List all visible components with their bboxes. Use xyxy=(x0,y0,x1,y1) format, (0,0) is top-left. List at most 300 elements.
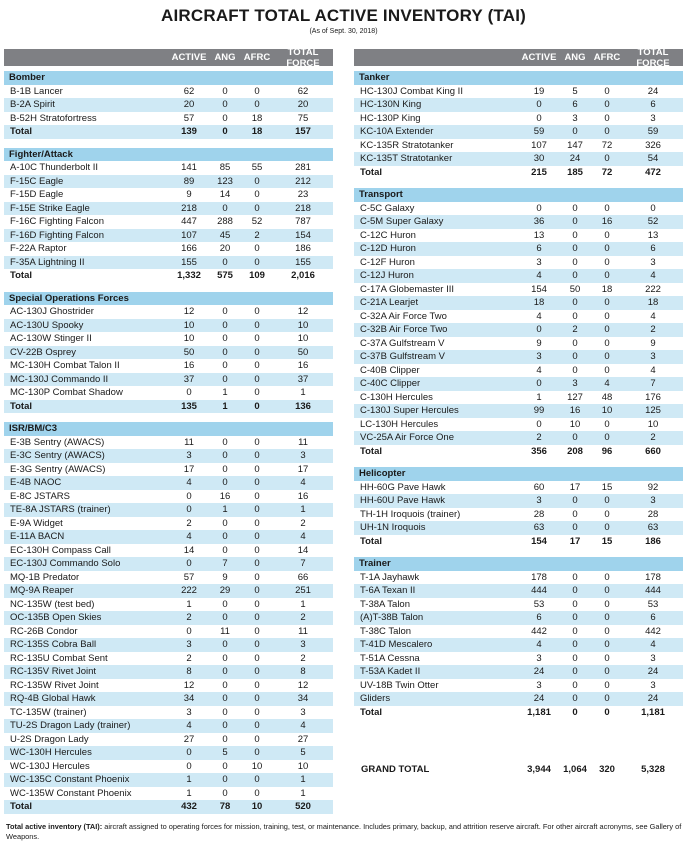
total-force-value: 12 xyxy=(297,306,309,318)
aircraft-name: EC-130J Commando Solo xyxy=(10,558,121,570)
active-value: 3 xyxy=(186,706,192,718)
table-row xyxy=(354,229,683,243)
table-row xyxy=(4,319,333,333)
aircraft-name: E-9A Widget xyxy=(10,517,63,529)
ang-value: 0 xyxy=(222,679,228,691)
aircraft-name: WC-130H Hercules xyxy=(10,747,92,759)
active-value: 447 xyxy=(181,216,197,228)
afrc-value: 0 xyxy=(604,243,610,255)
total-force-value: 251 xyxy=(295,585,311,597)
total-force-value: 3 xyxy=(650,351,656,363)
active-value: 3 xyxy=(536,679,542,691)
afrc-value: 0 xyxy=(254,693,260,705)
total-force-value: 7 xyxy=(650,378,656,390)
active-value: 63 xyxy=(533,522,545,534)
aircraft-name: E-4B NAOC xyxy=(10,477,62,489)
active-value: 3 xyxy=(536,495,542,507)
active-value: 59 xyxy=(533,126,545,138)
active-value: 8 xyxy=(186,666,192,678)
active-value: 4 xyxy=(186,531,192,543)
aircraft-name: T-1A Jayhawk xyxy=(360,571,420,583)
ang-value: 0 xyxy=(222,306,228,318)
total-force-value: 2 xyxy=(300,517,306,529)
aircraft-name: F-16C Fighting Falcon xyxy=(10,216,104,228)
total-force-value: 23 xyxy=(297,189,309,201)
ang-value: 85 xyxy=(219,162,231,174)
afrc-value: 0 xyxy=(254,571,260,583)
total-force-value: 4 xyxy=(650,364,656,376)
ang-value: 288 xyxy=(217,216,233,228)
aircraft-name: (A)T-38B Talon xyxy=(360,612,424,624)
table-row xyxy=(4,625,333,639)
table-row xyxy=(354,364,683,378)
table-row xyxy=(4,746,333,760)
active-value: 0 xyxy=(536,202,542,214)
table-row xyxy=(4,175,333,189)
aircraft-name: TH-1H Iroquois (trainer) xyxy=(360,508,461,520)
grand-total-row xyxy=(361,761,683,777)
aircraft-name: C-37B Gulfstream V xyxy=(360,351,445,363)
active-value: 0 xyxy=(186,558,192,570)
table-row xyxy=(354,652,683,666)
total-force-value: 3 xyxy=(650,495,656,507)
aircraft-name: NC-135W (test bed) xyxy=(10,598,95,610)
aircraft-name: T-38A Talon xyxy=(360,598,411,610)
section-title: Transport xyxy=(354,188,683,202)
aircraft-name: T-53A Kadet II xyxy=(360,666,421,678)
ang-value: 0 xyxy=(572,351,578,363)
ang-value: 1 xyxy=(222,387,228,399)
afrc-value: 0 xyxy=(254,598,260,610)
afrc-value: 0 xyxy=(254,256,260,268)
afrc-value: 0 xyxy=(604,432,610,444)
section-title: Helicopter xyxy=(354,467,683,481)
total-force-value: 1 xyxy=(300,787,306,799)
afrc-value: 18 xyxy=(251,112,263,124)
afrc-value: 0 xyxy=(254,706,260,718)
total-force-value: 4 xyxy=(300,531,306,543)
afrc-value: 0 xyxy=(604,297,610,309)
total-force-value: 212 xyxy=(295,175,311,187)
aircraft-name: AC-130W Stinger II xyxy=(10,333,92,345)
total-force-value: 3 xyxy=(650,679,656,691)
table-row xyxy=(354,481,683,495)
table-row xyxy=(4,490,333,504)
afrc-value: 0 xyxy=(604,256,610,268)
afrc-value: 16 xyxy=(601,216,613,228)
ang-value: 10 xyxy=(569,418,581,430)
active-value: 0 xyxy=(536,324,542,336)
afrc-value: 0 xyxy=(254,477,260,489)
total-force-value: 1 xyxy=(300,504,306,516)
page-subtitle: (As of Sept. 30, 2018) xyxy=(309,28,378,35)
active-value: 0 xyxy=(536,99,542,111)
total-active: 135 xyxy=(181,400,197,412)
aircraft-name: OC-135B Open Skies xyxy=(10,612,102,624)
table-row xyxy=(4,679,333,693)
total-force-value: 3 xyxy=(650,652,656,664)
table-row xyxy=(4,463,333,477)
ang-value: 0 xyxy=(222,112,228,124)
total-force-value: 787 xyxy=(295,216,311,228)
ang-value: 0 xyxy=(572,508,578,520)
total-force-value: 222 xyxy=(645,283,661,295)
section-special-operations-forces xyxy=(4,292,333,414)
active-value: 218 xyxy=(181,202,197,214)
total-force-value: 155 xyxy=(295,256,311,268)
table-row xyxy=(4,530,333,544)
active-value: 0 xyxy=(536,418,542,430)
total-ang: 0 xyxy=(222,126,228,138)
header-total-force: TOTAL FORCE xyxy=(286,46,320,69)
table-row xyxy=(4,359,333,373)
section-transport xyxy=(354,188,683,458)
total-ang: 208 xyxy=(567,445,583,457)
section-title: ISR/BM/C3 xyxy=(4,422,333,436)
active-value: 4 xyxy=(536,639,542,651)
table-row xyxy=(354,256,683,270)
table-row xyxy=(4,112,333,126)
active-value: 178 xyxy=(531,571,547,583)
total-force: 2,016 xyxy=(291,270,315,282)
total-label: Total xyxy=(360,166,382,178)
page-title: AIRCRAFT TOTAL ACTIVE INVENTORY (TAI) xyxy=(160,6,527,25)
afrc-value: 0 xyxy=(604,337,610,349)
aircraft-name: C-21A Learjet xyxy=(360,297,419,309)
ang-value: 0 xyxy=(572,337,578,349)
active-value: 3 xyxy=(536,256,542,268)
table-row xyxy=(4,449,333,463)
ang-value: 16 xyxy=(219,490,231,502)
table-row xyxy=(354,521,683,535)
ang-value: 0 xyxy=(572,585,578,597)
ang-value: 0 xyxy=(222,256,228,268)
table-row xyxy=(354,152,683,166)
table-row xyxy=(4,787,333,801)
active-value: 4 xyxy=(186,477,192,489)
aircraft-name: UH-1N Iroquois xyxy=(360,522,426,534)
total-row xyxy=(4,800,333,814)
section-isr-bm-c3 xyxy=(4,422,333,814)
ang-value: 0 xyxy=(572,126,578,138)
total-force-value: 4 xyxy=(300,477,306,489)
table-row xyxy=(354,404,683,418)
ang-value: 0 xyxy=(572,243,578,255)
footnote xyxy=(6,822,682,841)
aircraft-name: B-2A Spirit xyxy=(10,99,55,111)
aircraft-name: B-1B Lancer xyxy=(10,85,63,97)
aircraft-name: Gliders xyxy=(360,693,391,705)
total-force-value: 24 xyxy=(647,666,659,678)
section-trainer xyxy=(354,557,683,719)
ang-value: 0 xyxy=(222,85,228,97)
table-row xyxy=(354,638,683,652)
ang-value: 127 xyxy=(567,391,583,403)
afrc-value: 0 xyxy=(604,612,610,624)
aircraft-name: AC-130U Spooky xyxy=(10,319,84,331)
ang-value: 0 xyxy=(572,571,578,583)
aircraft-name: AC-130J Ghostrider xyxy=(10,306,94,318)
active-value: 11 xyxy=(184,436,194,448)
aircraft-name: HH-60G Pave Hawk xyxy=(360,481,446,493)
header-ang: ANG xyxy=(564,52,586,63)
total-label: Total xyxy=(360,535,382,547)
afrc-value: 0 xyxy=(254,720,260,732)
afrc-value: 0 xyxy=(254,463,260,475)
total-force-value: 9 xyxy=(650,337,656,349)
table-row xyxy=(354,337,683,351)
total-force-value: 4 xyxy=(650,270,656,282)
total-force-value: 10 xyxy=(297,760,309,772)
ang-value: 6 xyxy=(572,99,578,111)
aircraft-name: HC-130P King xyxy=(360,112,421,124)
ang-value: 16 xyxy=(569,405,581,417)
total-force-value: 8 xyxy=(300,666,306,678)
afrc-value: 0 xyxy=(604,126,610,138)
aircraft-name: F-16D Fighting Falcon xyxy=(10,229,104,241)
afrc-value: 4 xyxy=(604,378,610,390)
active-value: 141 xyxy=(181,162,197,174)
table-row xyxy=(354,571,683,585)
aircraft-name: HH-60U Pave Hawk xyxy=(360,495,445,507)
ang-value: 0 xyxy=(572,679,578,691)
active-value: 50 xyxy=(183,346,195,358)
afrc-value: 18 xyxy=(601,283,613,295)
afrc-value: 0 xyxy=(254,346,260,358)
aircraft-name: C-17A Globemaster III xyxy=(360,283,454,295)
left-table-body xyxy=(4,71,333,814)
afrc-value: 0 xyxy=(604,652,610,664)
afrc-value: 0 xyxy=(254,652,260,664)
aircraft-name: C-12C Huron xyxy=(360,229,416,241)
ang-value: 0 xyxy=(222,612,228,624)
afrc-value: 0 xyxy=(604,310,610,322)
footnote-term: Total active inventory (TAI): xyxy=(6,822,103,831)
afrc-value: 0 xyxy=(604,364,610,376)
table-row xyxy=(4,202,333,216)
active-value: 57 xyxy=(183,112,195,124)
afrc-value: 0 xyxy=(254,504,260,516)
total-force-value: 3 xyxy=(650,256,656,268)
afrc-value: 0 xyxy=(254,544,260,556)
table-row xyxy=(4,517,333,531)
total-ang: 17 xyxy=(569,535,581,547)
active-value: 36 xyxy=(533,216,545,228)
total-force-value: 218 xyxy=(295,202,311,214)
ang-value: 0 xyxy=(222,639,228,651)
active-value: 444 xyxy=(531,585,547,597)
table-row xyxy=(354,310,683,324)
aircraft-name: WC-135C Constant Phoenix xyxy=(10,774,130,786)
total-force-value: 3 xyxy=(300,639,306,651)
ang-value: 0 xyxy=(222,760,228,772)
total-force: 136 xyxy=(295,400,311,412)
table-row xyxy=(4,476,333,490)
aircraft-name: B-52H Stratofortress xyxy=(10,112,97,124)
aircraft-name: A-10C Thunderbolt II xyxy=(10,162,99,174)
ang-value: 29 xyxy=(219,585,231,597)
total-active: 1,332 xyxy=(177,270,201,282)
active-value: 0 xyxy=(186,490,192,502)
ang-value: 17 xyxy=(569,481,581,493)
ang-value: 0 xyxy=(572,270,578,282)
total-force-value: 59 xyxy=(647,126,659,138)
active-value: 1 xyxy=(186,787,192,799)
aircraft-name: F-15E Strike Eagle xyxy=(10,202,90,214)
total-force-value: 37 xyxy=(297,373,309,385)
aircraft-name: C-40C Clipper xyxy=(360,378,421,390)
active-value: 0 xyxy=(186,747,192,759)
section-helicopter xyxy=(354,467,683,548)
afrc-value: 0 xyxy=(254,733,260,745)
active-value: 10 xyxy=(183,319,195,331)
total-label: Total xyxy=(10,270,32,282)
table-row xyxy=(4,557,333,571)
active-value: 0 xyxy=(536,112,542,124)
total-row xyxy=(4,400,333,414)
table-row xyxy=(354,598,683,612)
ang-value: 2 xyxy=(572,324,578,336)
header-ang: ANG xyxy=(214,52,236,63)
total-active: 356 xyxy=(531,445,547,457)
total-row xyxy=(4,269,333,283)
afrc-value: 0 xyxy=(254,625,260,637)
total-force-value: 24 xyxy=(647,693,659,705)
section-fighter-attack xyxy=(4,148,333,283)
ang-value: 0 xyxy=(222,517,228,529)
table-row xyxy=(4,598,333,612)
ang-value: 0 xyxy=(222,333,228,345)
ang-value: 5 xyxy=(572,85,578,97)
total-force: 520 xyxy=(295,801,311,813)
ang-value: 0 xyxy=(222,598,228,610)
afrc-value: 0 xyxy=(254,175,260,187)
aircraft-name: T-41D Mescalero xyxy=(360,639,433,651)
total-force-value: 10 xyxy=(297,333,309,345)
afrc-value: 0 xyxy=(604,598,610,610)
total-force-value: 12 xyxy=(297,679,309,691)
aircraft-name: C-12J Huron xyxy=(360,270,414,282)
table-row xyxy=(4,188,333,202)
afrc-value: 0 xyxy=(254,679,260,691)
aircraft-name: MC-130P Combat Shadow xyxy=(10,387,123,399)
total-force-value: 75 xyxy=(297,112,309,124)
afrc-value: 0 xyxy=(604,112,610,124)
total-force-value: 444 xyxy=(645,585,661,597)
active-value: 166 xyxy=(181,243,197,255)
aircraft-name: E-3C Sentry (AWACS) xyxy=(10,450,105,462)
table-row xyxy=(4,229,333,243)
table-row xyxy=(354,418,683,432)
afrc-value: 2 xyxy=(254,229,260,241)
ang-value: 123 xyxy=(217,175,233,187)
afrc-value: 0 xyxy=(604,666,610,678)
ang-value: 0 xyxy=(572,364,578,376)
table-row xyxy=(4,436,333,450)
aircraft-name: TU-2S Dragon Lady (trainer) xyxy=(10,720,131,732)
table-row xyxy=(354,508,683,522)
table-row xyxy=(4,98,333,112)
afrc-value: 0 xyxy=(254,774,260,786)
aircraft-name: C-32B Air Force Two xyxy=(360,324,448,336)
total-force-value: 1 xyxy=(300,774,306,786)
aircraft-name: RC-135W Rivet Joint xyxy=(10,679,99,691)
afrc-value: 0 xyxy=(254,531,260,543)
aircraft-name: U-2S Dragon Lady xyxy=(10,733,89,745)
aircraft-name: KC-135R Stratotanker xyxy=(360,139,454,151)
afrc-value: 0 xyxy=(254,333,260,345)
afrc-value: 0 xyxy=(254,787,260,799)
afrc-value: 0 xyxy=(254,243,260,255)
ang-value: 7 xyxy=(222,558,228,570)
active-value: 222 xyxy=(181,585,197,597)
table-row xyxy=(354,377,683,391)
afrc-value: 0 xyxy=(254,517,260,529)
total-force-value: 53 xyxy=(647,598,659,610)
total-force-value: 4 xyxy=(300,720,306,732)
ang-value: 0 xyxy=(572,666,578,678)
active-value: 2 xyxy=(536,432,542,444)
ang-value: 20 xyxy=(219,243,231,255)
total-force-value: 4 xyxy=(650,639,656,651)
afrc-value: 0 xyxy=(604,99,610,111)
table-row xyxy=(4,719,333,733)
active-value: 0 xyxy=(186,504,192,516)
afrc-value: 0 xyxy=(604,153,610,165)
afrc-value: 0 xyxy=(604,522,610,534)
afrc-value: 0 xyxy=(254,189,260,201)
aircraft-name: CV-22B Osprey xyxy=(10,346,76,358)
total-force-value: 14 xyxy=(297,544,309,556)
total-active: 215 xyxy=(531,166,547,178)
total-afrc: 10 xyxy=(251,801,263,813)
aircraft-name: WC-135W Constant Phoenix xyxy=(10,787,132,799)
afrc-value: 55 xyxy=(251,162,263,174)
total-force-value: 16 xyxy=(297,360,309,372)
active-value: 1 xyxy=(186,598,192,610)
active-value: 89 xyxy=(183,175,195,187)
total-force-value: 1 xyxy=(300,598,306,610)
total-force-value: 17 xyxy=(297,463,309,475)
total-force-value: 11 xyxy=(298,625,308,637)
total-force-value: 1 xyxy=(300,387,306,399)
total-ang: 575 xyxy=(217,270,233,282)
table-row xyxy=(4,161,333,175)
table-row xyxy=(4,373,333,387)
afrc-value: 0 xyxy=(254,558,260,570)
table-row xyxy=(354,202,683,216)
total-row xyxy=(354,535,683,549)
ang-value: 0 xyxy=(572,495,578,507)
total-afrc: 15 xyxy=(601,535,613,547)
afrc-value: 72 xyxy=(601,139,613,151)
ang-value: 0 xyxy=(572,432,578,444)
active-value: 3 xyxy=(536,351,542,363)
active-value: 12 xyxy=(183,306,195,318)
aircraft-name: RC-135S Cobra Ball xyxy=(10,639,97,651)
ang-value: 3 xyxy=(572,378,578,390)
afrc-value: 0 xyxy=(604,571,610,583)
total-force-value: 7 xyxy=(300,558,306,570)
total-force-value: 281 xyxy=(295,162,311,174)
ang-value: 0 xyxy=(222,477,228,489)
table-row xyxy=(4,346,333,360)
active-value: 17 xyxy=(183,463,195,475)
ang-value: 0 xyxy=(572,693,578,705)
total-force-value: 13 xyxy=(647,229,659,241)
total-label: Total xyxy=(10,126,32,138)
active-value: 3 xyxy=(536,652,542,664)
